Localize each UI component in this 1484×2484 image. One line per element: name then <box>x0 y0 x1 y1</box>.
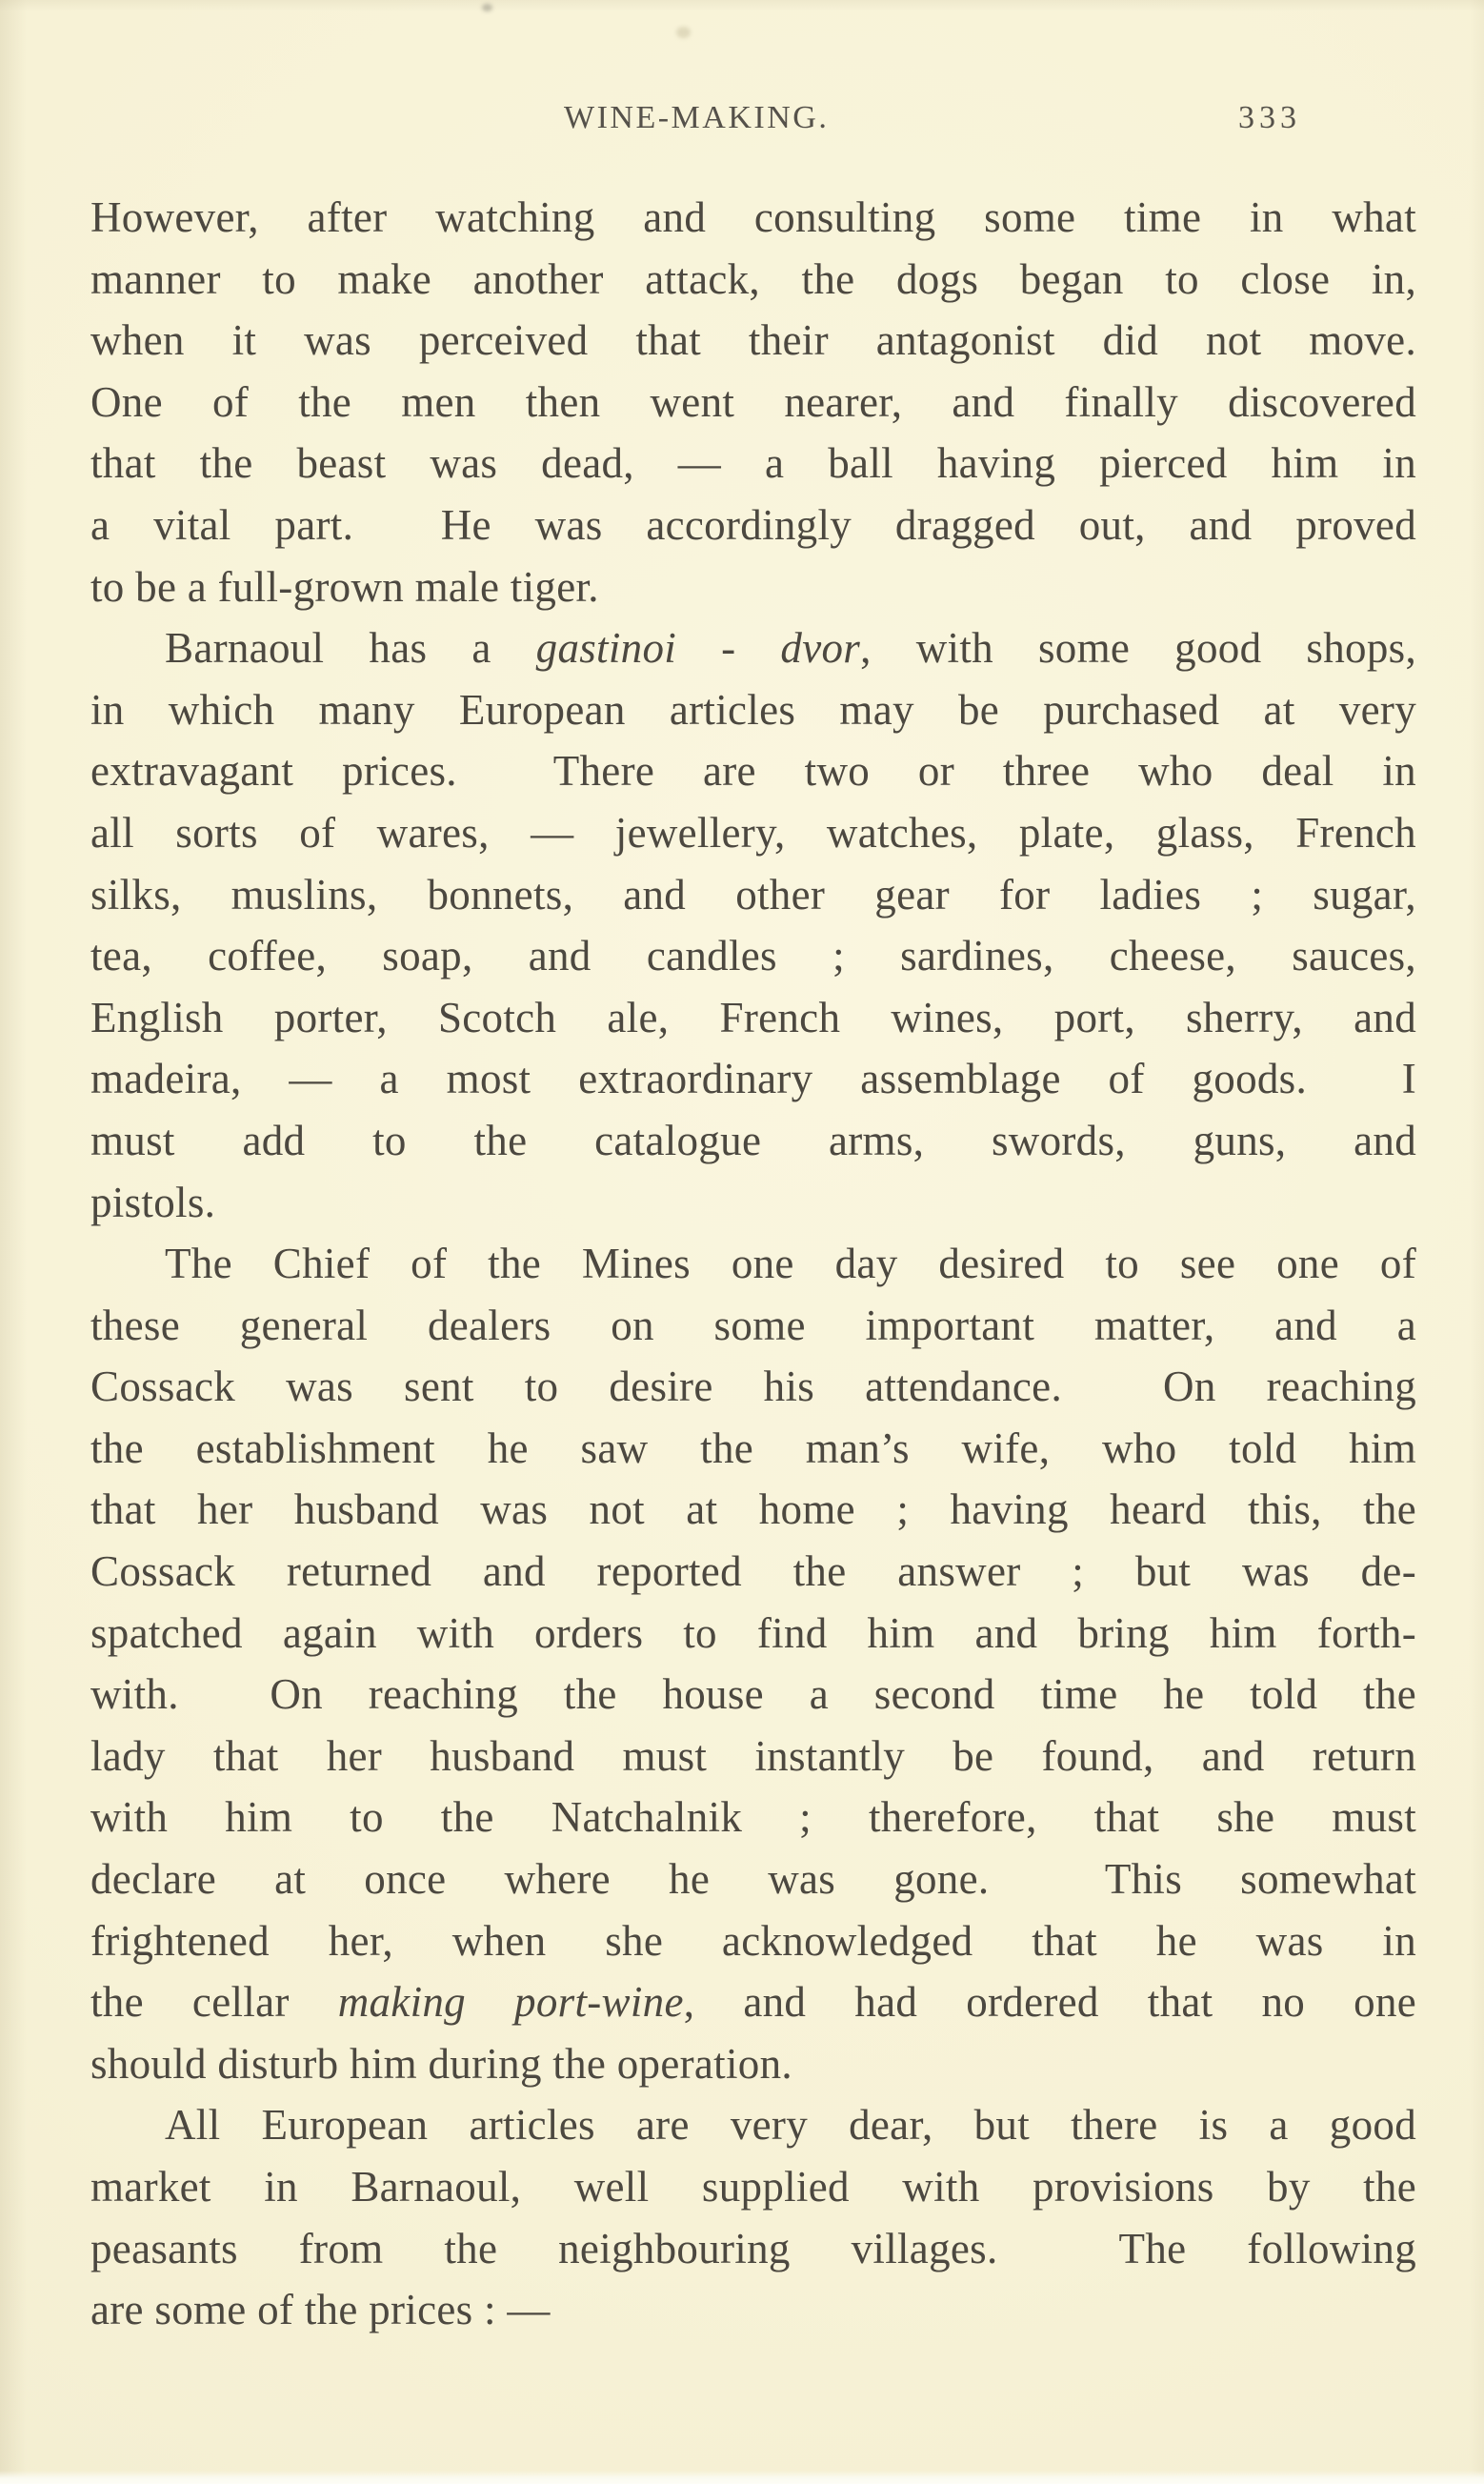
text-segment: spatched again with orders to find him and bring him forth- <box>90 1608 1416 1657</box>
text-segment: pistols. <box>90 1178 216 1226</box>
text-segment: Barnaoul has a <box>165 624 536 673</box>
text-segment: with. On reaching the house a second time he told the <box>90 1670 1416 1719</box>
text-line <box>90 1664 1416 1726</box>
text-segment: a vital part. He was accordingly dragged out, and proved <box>90 500 1416 549</box>
text-line <box>90 1295 1416 1357</box>
text-line <box>90 249 1416 311</box>
italic-phrase: gastinoi - dvor <box>535 624 861 673</box>
text-line <box>90 1910 1416 1972</box>
text-segment: madeira, — a most extraordinary assemblage of goods. I <box>90 1055 1416 1103</box>
scan-shadow-right <box>1469 0 1484 2484</box>
text-line <box>90 1048 1416 1110</box>
text-line <box>90 2033 1416 2095</box>
text-segment: with him to the Natchalnik ; therefore, that she must <box>90 1793 1416 1842</box>
text-segment: these general dealers on some important matter, and a <box>90 1301 1416 1349</box>
text-line <box>90 2218 1416 2280</box>
text-segment: English porter, Scotch ale, French wines, port, sherry, and <box>90 993 1416 1041</box>
text-segment: that her husband was not at home ; having heard this, the <box>90 1485 1416 1534</box>
text-line <box>90 1971 1416 2033</box>
text-line <box>90 2156 1416 2218</box>
text-segment: declare at once where he was gone. This somewhat <box>90 1855 1416 1904</box>
text-line <box>90 495 1416 556</box>
text-segment: Cossack returned and reported the answer ; but was de- <box>90 1547 1416 1596</box>
text-segment: silks, muslins, bonnets, and other gear for ladies ; sugar, <box>90 870 1416 919</box>
italic-phrase: making port-wine <box>337 1978 684 2027</box>
text-segment: The Chief of the Mines one day desired to see one of <box>165 1240 1416 1288</box>
scan-speck <box>676 27 691 38</box>
text-line <box>90 1356 1416 1418</box>
text-line <box>90 1848 1416 1910</box>
text-line <box>90 864 1416 926</box>
text-line <box>90 310 1416 372</box>
scan-edge-bottom <box>0 2471 1484 2484</box>
text-line <box>90 1541 1416 1603</box>
text-segment: All European articles are very dear, but there is a good <box>165 2101 1416 2150</box>
text-line <box>90 1603 1416 1665</box>
text-line <box>90 1418 1416 1480</box>
text-line <box>90 372 1416 434</box>
text-segment: frightened her, when she acknowledged that he was in <box>90 1916 1416 1965</box>
text-line <box>90 802 1416 864</box>
scan-shadow-left <box>0 0 27 2484</box>
text-segment: are some of the prices : — <box>90 2286 551 2334</box>
text-line <box>90 987 1416 1049</box>
text-segment: the establishment he saw the man’s wife, who told him <box>90 1424 1416 1472</box>
text-segment: must add to the catalogue arms, swords, guns, and <box>90 1116 1416 1164</box>
text-segment: that the beast was dead, — a ball having pierced him in <box>90 439 1416 488</box>
text-segment: One of the men then went nearer, and finally discovered <box>90 377 1416 426</box>
text-segment: lady that her husband must instantly be found, and return <box>90 1731 1416 1780</box>
text-line <box>90 187 1416 249</box>
text-line <box>90 1110 1416 1172</box>
text-line <box>90 1787 1416 1848</box>
text-line <box>90 679 1416 741</box>
page-number: 333 <box>1238 100 1301 135</box>
scan-shadow-top <box>0 0 1484 11</box>
text-segment: all sorts of wares, — jewellery, watches, plate, glass, French <box>90 808 1416 857</box>
text-segment: when it was perceived that their antagonist did not move. <box>90 316 1416 365</box>
running-title: WINE-MAKING. <box>564 100 830 135</box>
text-segment: However, after watching and consulting some time in what <box>90 193 1416 241</box>
text-line <box>90 2279 1416 2341</box>
scan-speck <box>482 4 492 11</box>
text-segment: Cossack was sent to desire his attendance. On reaching <box>90 1363 1416 1411</box>
text-line <box>90 740 1416 802</box>
text-line <box>90 1726 1416 1787</box>
text-line <box>90 1172 1416 1234</box>
text-segment: extravagant prices. There are two or three who deal in <box>90 747 1416 796</box>
text-segment: the cellar <box>90 1978 338 2027</box>
text-segment: to be a full-grown male tiger. <box>90 562 599 611</box>
body-text <box>90 187 1416 2341</box>
text-line <box>90 556 1416 618</box>
text-line <box>90 433 1416 495</box>
text-segment: market in Barnaoul, well supplied with provisions by the <box>90 2163 1416 2211</box>
text-segment: in which many European articles may be purchased at very <box>90 685 1416 734</box>
text-line <box>90 1233 1416 1295</box>
text-segment: peasants from the neighbouring villages. The following <box>90 2224 1416 2272</box>
text-line <box>90 1479 1416 1541</box>
text-line <box>90 617 1416 679</box>
text-segment: manner to make another attack, the dogs began to close in, <box>90 254 1416 303</box>
text-segment: tea, coffee, soap, and candles ; sardines, cheese, sauces, <box>90 932 1416 980</box>
text-segment: should disturb him during the operation. <box>90 2039 792 2088</box>
text-segment: , and had ordered that no one <box>683 1978 1417 2027</box>
text-line <box>90 925 1416 987</box>
text-line <box>90 2094 1416 2156</box>
text-segment: , with some good shops, <box>860 624 1416 673</box>
